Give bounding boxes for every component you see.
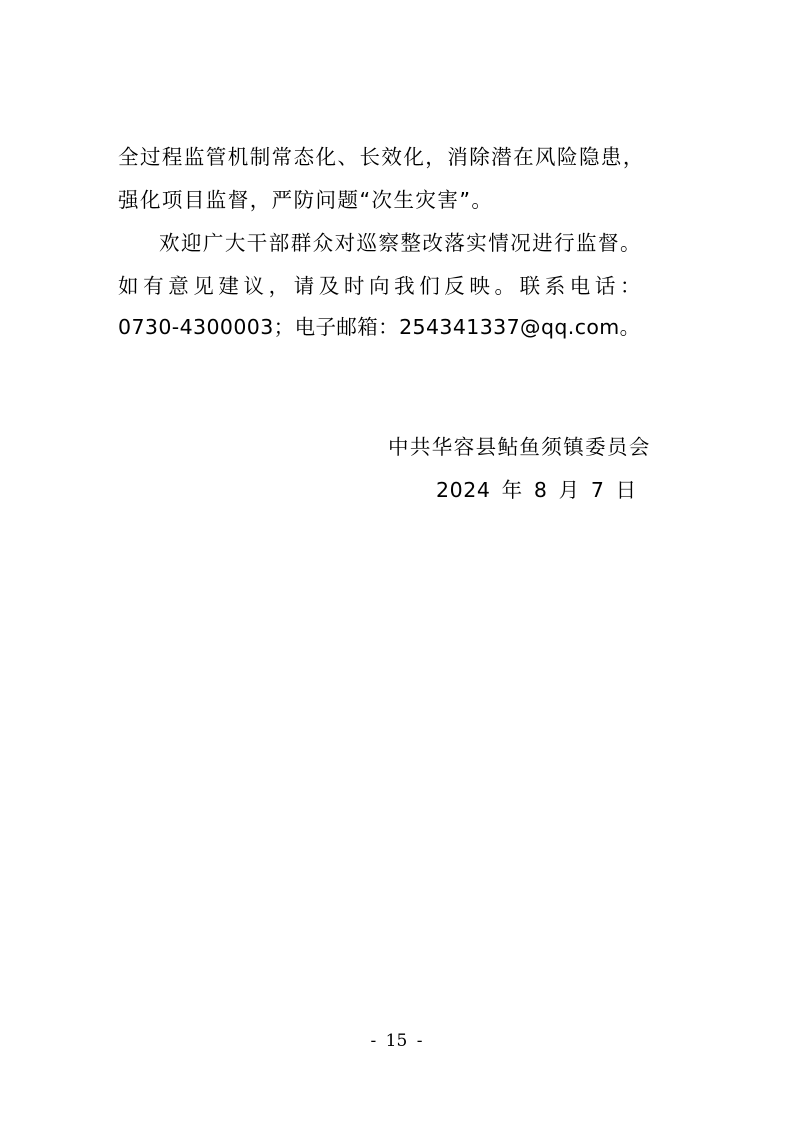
body-line-3: 欢迎广大干部群众对巡察整改落实情况进行监督。	[159, 231, 642, 255]
body-line-5-contact: 0730-4300003；电子邮箱：254341337@qq.com。	[118, 315, 641, 339]
body-line-1: 全过程监管机制常态化、长效化，消除潜在风险隐患，	[118, 145, 645, 169]
body-line-4: 如有意见建议，请及时向我们反映。联系电话：	[118, 274, 646, 298]
body-line-2: 强化项目监督，严防问题“次生灾害”。	[118, 188, 494, 212]
signature-date: 2024 年 8 月 7 日	[436, 478, 637, 502]
page-number: - 15 -	[370, 1031, 423, 1051]
signature-organization: 中共华容县鲇鱼须镇委员会	[388, 435, 651, 459]
